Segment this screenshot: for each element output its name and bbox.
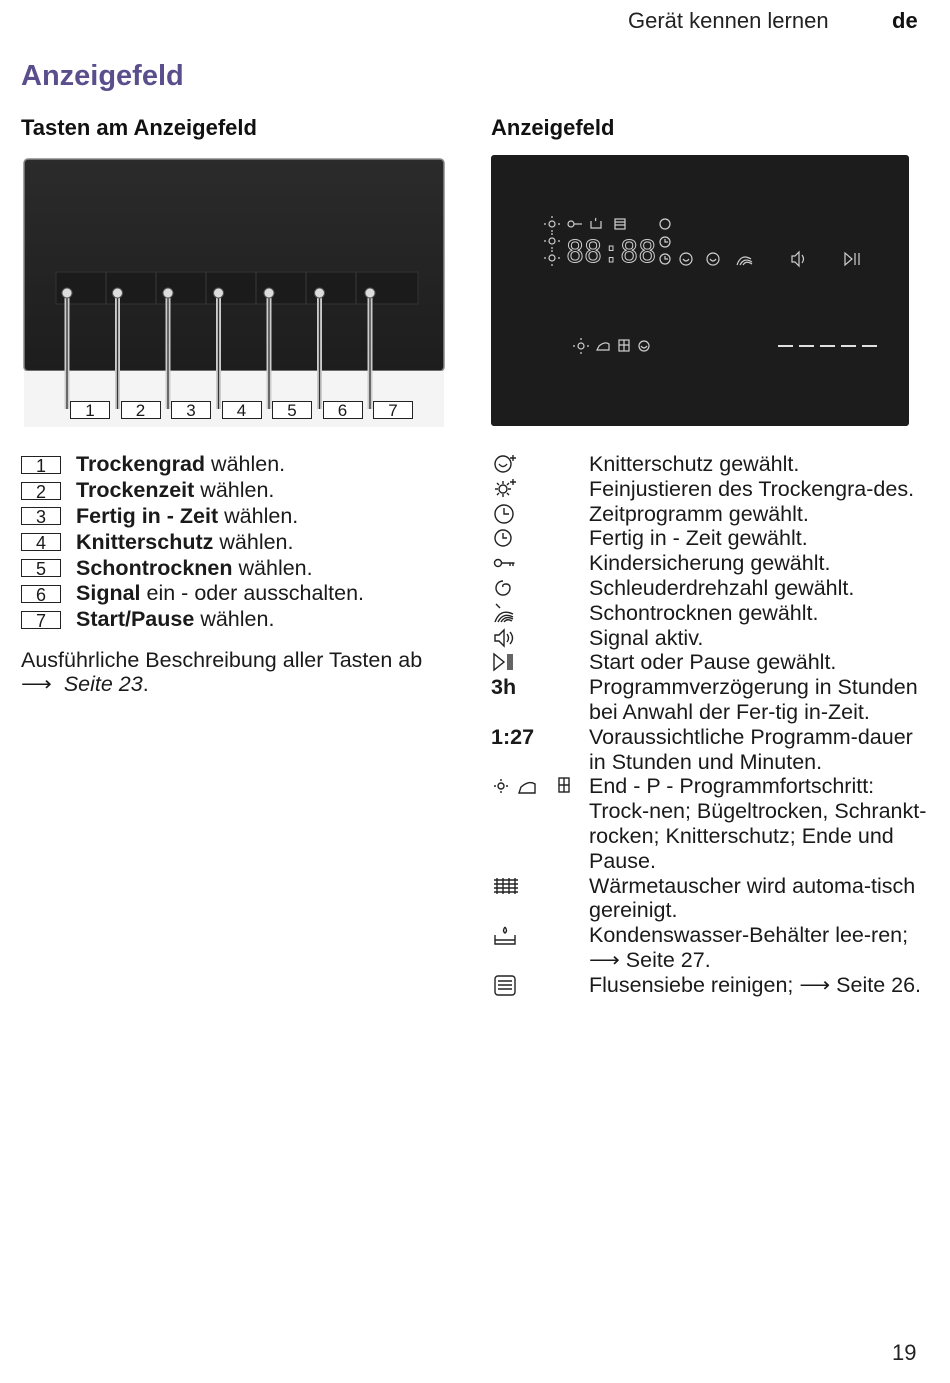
fine-adjust-icon xyxy=(491,477,589,502)
speaker-icon xyxy=(491,626,589,651)
legend-row xyxy=(491,452,931,477)
key-action: wählen. xyxy=(219,529,294,554)
legend-row xyxy=(491,874,931,924)
left-subtitle: Tasten am Anzeigefeld xyxy=(21,115,257,140)
legend-description: Feinjustieren des Trockengra-des. xyxy=(589,476,915,501)
clock-end-icon xyxy=(491,526,589,551)
legend-description: Kondenswasser-Behälter lee-ren; ⟶ Seite 27. xyxy=(589,923,909,972)
key-name: Knitterschutz xyxy=(76,529,214,554)
clock-icon xyxy=(491,502,589,527)
figure-number-box: 4 xyxy=(222,401,262,419)
key-list xyxy=(21,452,461,633)
header-section-title: Gerät kennen lernen xyxy=(628,8,829,33)
legend-row xyxy=(491,576,931,601)
legend-description: Kindersicherung gewählt. xyxy=(589,551,831,576)
figure-number-box: 7 xyxy=(373,401,413,419)
display-legend xyxy=(491,452,931,998)
key-list-item xyxy=(21,607,461,633)
note-arrow: ⟶ xyxy=(21,672,52,696)
legend-description: Fertig in - Zeit gewählt. xyxy=(589,526,808,551)
key-list-item xyxy=(21,581,461,607)
figure-number-box: 6 xyxy=(323,401,363,419)
legend-description: Schontrocknen gewählt. xyxy=(589,600,819,625)
legend-row xyxy=(491,477,931,502)
key-list-item xyxy=(21,452,461,478)
note-page-link[interactable]: Seite 23 xyxy=(63,672,143,696)
legend-row xyxy=(491,601,931,626)
legend-row xyxy=(491,650,931,675)
spin-icon xyxy=(491,576,589,601)
key-number-box: 7 xyxy=(21,611,61,629)
page-title: Anzeigefeld xyxy=(21,60,184,92)
key-list-item xyxy=(21,478,461,504)
start-pause-icon xyxy=(491,650,589,675)
display-digits: 88:88 xyxy=(566,235,657,270)
key-name: Signal xyxy=(76,581,141,606)
key-list-item xyxy=(21,555,461,581)
figure-key-numbers xyxy=(22,157,447,427)
lint-filter-icon xyxy=(491,973,589,998)
legend-row xyxy=(491,626,931,651)
legend-description: End - P - Programmfortschritt: Trock-nen; Bügeltrocken, Schrankt-rocken; Knitterschutz; Ende und Pause. xyxy=(589,774,927,873)
legend-description: Wärmetauscher wird automa-tisch gereinigt. xyxy=(589,873,916,923)
key-list-item xyxy=(21,504,461,530)
legend-symbol-text: 3h xyxy=(491,675,517,700)
legend-row xyxy=(491,973,931,998)
key-icon xyxy=(491,551,589,576)
legend-row xyxy=(491,551,931,576)
gentle-dry-icon xyxy=(491,601,589,626)
note-text: Ausführliche Beschreibung aller Tasten ab xyxy=(21,648,423,672)
figure-number-box: 5 xyxy=(272,401,312,419)
key-action: ein - oder ausschalten. xyxy=(146,581,365,606)
key-number-box: 3 xyxy=(21,507,61,525)
anti-crease-icon xyxy=(491,452,589,477)
key-name: Trockengrad xyxy=(76,452,206,477)
key-number-box: 2 xyxy=(21,482,61,500)
legend-row xyxy=(491,923,931,973)
progress-icons xyxy=(491,774,589,873)
header-language: de xyxy=(892,8,918,33)
key-name: Start/Pause xyxy=(76,607,195,632)
figure-number-box: 2 xyxy=(121,401,161,419)
legend-row xyxy=(491,526,931,551)
legend-description: Zeitprogramm gewählt. xyxy=(589,501,809,526)
key-number-box: 4 xyxy=(21,533,61,551)
legend-row xyxy=(491,774,931,873)
key-action: wählen. xyxy=(224,503,299,528)
legend-description: Signal aktiv. xyxy=(589,625,704,650)
legend-row xyxy=(491,502,931,527)
legend-description: Programmverzögerung in Stunden bei Anwahl der Fer-tig in-Zeit. xyxy=(589,675,918,724)
key-action: wählen. xyxy=(238,555,313,580)
page-number: 19 xyxy=(892,1340,917,1365)
legend-description: Flusensiebe reinigen; ⟶ Seite 26. xyxy=(589,972,922,997)
key-name: Trockenzeit xyxy=(76,478,195,503)
key-number-box: 1 xyxy=(21,456,61,474)
legend-symbol-text: 1:27 xyxy=(491,724,535,749)
heat-exchanger-icon xyxy=(491,874,589,924)
figure-number-box: 1 xyxy=(70,401,110,419)
key-list-item xyxy=(21,529,461,555)
right-subtitle: Anzeigefeld xyxy=(491,115,615,140)
key-action: wählen. xyxy=(211,452,286,477)
legend-row xyxy=(491,675,931,725)
figure-number-box: 3 xyxy=(171,401,211,419)
legend-description: Voraussichtliche Programm-dauer in Stunden und Minuten. xyxy=(589,724,913,774)
legend-description: Start oder Pause gewählt. xyxy=(589,650,837,675)
legend-description: Knitterschutz gewählt. xyxy=(589,452,800,476)
key-number-box: 5 xyxy=(21,559,61,577)
display-figure xyxy=(491,155,909,426)
key-number-box: 6 xyxy=(21,585,61,603)
legend-description: Schleuderdrehzahl gewählt. xyxy=(589,575,855,600)
water-tank-icon xyxy=(491,923,589,973)
reference-note: Ausführliche Beschreibung aller Tasten ab ⟶ Seite 23. xyxy=(21,648,423,696)
legend-row xyxy=(491,725,931,775)
key-action: wählen. xyxy=(200,607,275,632)
key-action: wählen. xyxy=(200,478,275,503)
key-name: Fertig in - Zeit xyxy=(76,503,219,528)
key-name: Schontrocknen xyxy=(76,555,233,580)
